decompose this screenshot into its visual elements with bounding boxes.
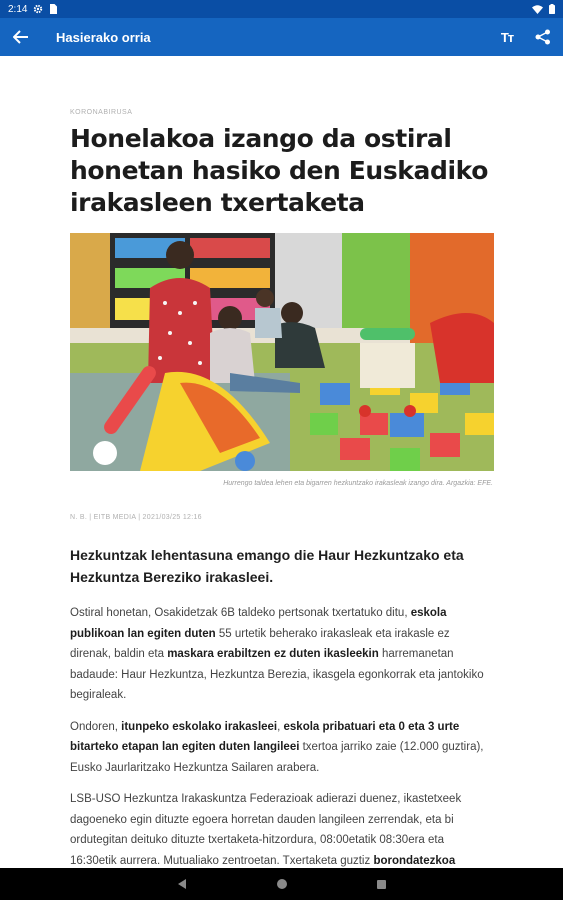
system-nav-bar bbox=[0, 868, 563, 900]
bold-text-run: borondatezkoa bbox=[373, 854, 456, 867]
status-bar bbox=[0, 0, 563, 18]
article-photo bbox=[70, 233, 494, 471]
app-bar-title: Hasierako orria bbox=[56, 29, 151, 45]
battery-icon bbox=[549, 4, 555, 14]
app-bar bbox=[0, 18, 563, 56]
article-lead: Hezkuntzak lehentasuna emango die Haur Hezkuntzako eta Hezkuntza Bereziko irakasleei. bbox=[70, 547, 464, 585]
article-paragraph bbox=[70, 603, 493, 706]
article-category: KORONABIRUSA bbox=[70, 109, 133, 116]
wifi-icon bbox=[532, 5, 543, 14]
home-circle-icon[interactable] bbox=[272, 874, 292, 894]
text-run: txertoa jarriko zaie (12.000 guztira), Eusko Jaurlaritzako Hezkuntza Sailaren arabera. bbox=[70, 741, 484, 774]
article-paragraph bbox=[70, 789, 493, 868]
text-run: Ostiral honetan, Osakidetzak 6B taldeko pertsonak txertatuko ditu, bbox=[70, 607, 411, 619]
back-triangle-icon[interactable] bbox=[172, 874, 192, 894]
text-run: LSB-USO Hezkuntza Irakaskuntza Federazioak adierazi duenez, ikastetxeek dagoeneko egin dituzte egoera horretan dauden langileen zerrendak, eta bi ordutegitan deituko dituzte txertaketa-hitzordura, 08:00etatik 08:30era eta 16:30etik aurrera. Mutualiako zentroetan. Txertaketa guztiz bbox=[70, 793, 462, 867]
bold-text-run: maskara erabiltzen ez duten ikasleekin bbox=[167, 648, 379, 660]
image-caption: Hurrengo taldea lehen eta bigarren hezkuntzako irakasleak izango dira. Argazkia: EFE. bbox=[223, 480, 493, 487]
sim-icon bbox=[49, 4, 57, 14]
back-arrow-icon[interactable] bbox=[10, 26, 32, 48]
article-paragraph bbox=[70, 717, 493, 779]
recents-square-icon[interactable] bbox=[372, 874, 392, 894]
article-headline: Honelakoa izango da ostiral honetan hasiko den Euskadiko irakasleen txertaketa bbox=[70, 124, 488, 217]
bold-text-run: eskola pribatuari eta 0 eta 3 urte bitarteko etapan lan egiten duten langileei bbox=[70, 720, 460, 753]
text-run: 55 urtetik beherako irakasleak eta irakasle ez direnak, baldin eta bbox=[70, 627, 450, 660]
bold-text-run: eskola publikoan lan egiten duten bbox=[70, 607, 447, 640]
status-time: 2:14 bbox=[8, 3, 28, 15]
gear-icon bbox=[33, 4, 43, 14]
text-run: , bbox=[277, 720, 284, 733]
text-run: harremanetan badaude: Haur Hezkuntza, Hezkuntza Berezia, ikasgela egonkorrak eta jantokiko begiraleak. bbox=[70, 648, 484, 701]
bold-text-run: itunpeko eskolako irakasleei bbox=[121, 720, 278, 733]
text-run: Ondoren, bbox=[70, 720, 122, 733]
text-size-icon[interactable]: Tт bbox=[500, 29, 514, 45]
article-meta: N. B. | EITB MEDIA | 2021/03/25 12:16 bbox=[70, 514, 202, 521]
article-content bbox=[0, 56, 563, 868]
share-icon[interactable] bbox=[533, 27, 553, 47]
